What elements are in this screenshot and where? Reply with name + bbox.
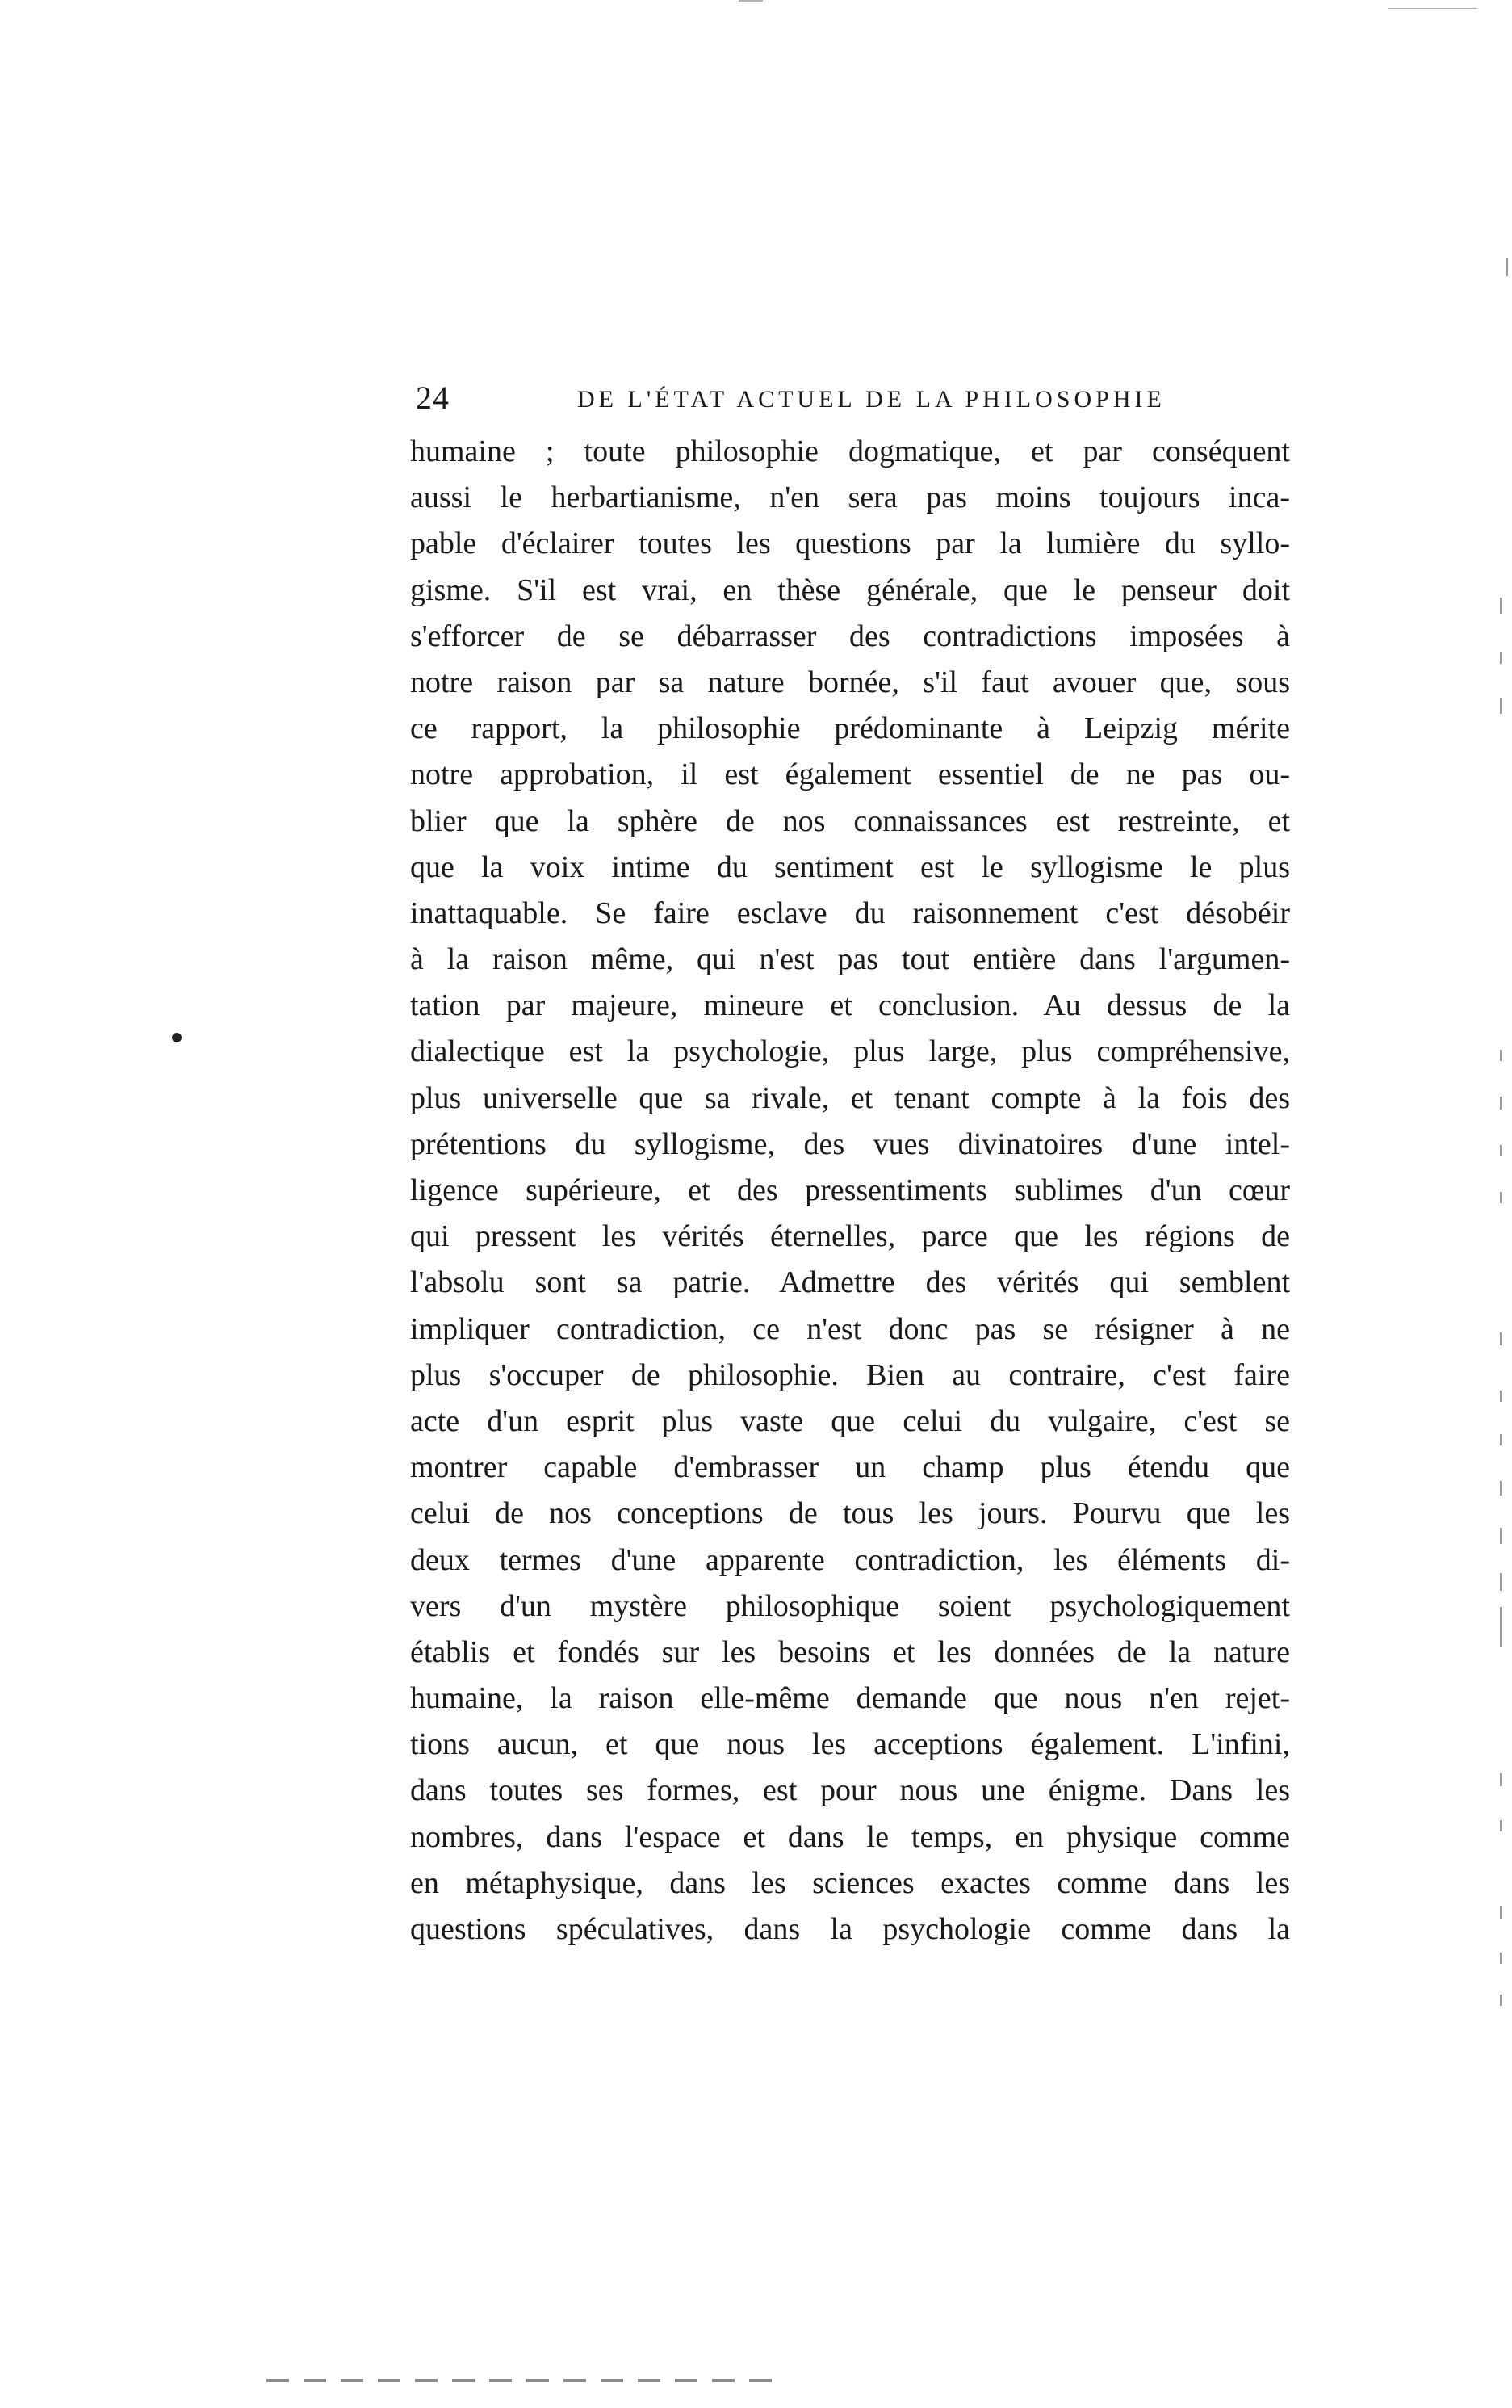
scan-mark-top xyxy=(739,0,763,2)
text-line: dans toutes ses formes, est pour nous une énigme. Dans les xyxy=(410,1773,1290,1808)
scan-artifact-bottom-rule xyxy=(266,2379,783,2382)
text-line: dialectique est la psychologie, plus large, plus compréhensive, xyxy=(410,1034,1290,1069)
text-line: notre raison par sa nature bornée, s'il faut avouer que, sous xyxy=(410,665,1290,699)
scan-artifact-tick xyxy=(1500,598,1502,614)
scan-artifact-tick xyxy=(1500,1332,1502,1345)
body-text xyxy=(410,429,1290,1953)
text-line: plus universelle que sa rivale, et tenant compte à la fois des xyxy=(410,1080,1290,1115)
text-line: montrer capable d'embrasser un champ plus étendu que xyxy=(410,1450,1290,1485)
text-line: celui de nos conceptions de tous les jours. Pourvu que les xyxy=(410,1496,1290,1531)
scan-artifact-tick xyxy=(1500,1391,1502,1402)
text-line: humaine ; toute philosophie dogmatique, et par conséquent xyxy=(410,434,1290,468)
scan-mark-top-right xyxy=(1388,8,1477,9)
scan-artifact-tick xyxy=(1500,1145,1502,1156)
text-line: établis et fondés sur les besoins et les données de la nature xyxy=(410,1634,1290,1669)
scan-artifact-tick xyxy=(1500,1097,1502,1110)
text-line: inattaquable. Se faire esclave du raisonnement c'est désobéir xyxy=(410,896,1290,930)
text-line: blier que la sphère de nos connaissances est restreinte, et xyxy=(410,803,1290,838)
running-title: DE L'ÉTAT ACTUEL DE LA PHILOSOPHIE xyxy=(577,386,1166,413)
scan-artifact-tick xyxy=(1500,1192,1502,1203)
text-line: tions aucun, et que nous les acceptions également. L'infini, xyxy=(410,1727,1290,1762)
text-line: pable d'éclairer toutes les questions par la lumière du syllo- xyxy=(410,526,1290,561)
scan-artifact-tick xyxy=(1500,698,1502,714)
scan-artifact-tick xyxy=(1500,652,1502,664)
text-line: ligence supérieure, et des pressentiments sublimes d'un cœur xyxy=(410,1173,1290,1207)
text-line: vers d'un mystère philosophique soient psychologiquement xyxy=(410,1588,1290,1623)
scan-artifact-tick xyxy=(1500,1953,1502,1964)
text-line: gisme. S'il est vrai, en thèse générale, que le penseur doit xyxy=(410,573,1290,607)
scan-artifact-tick xyxy=(1500,1434,1502,1445)
text-line: l'absolu sont sa patrie. Admettre des vérités qui semblent xyxy=(410,1265,1290,1300)
text-line: deux termes d'une apparente contradiction, les éléments di- xyxy=(410,1542,1290,1577)
text-line: qui pressent les vérités éternelles, parce que les régions de xyxy=(410,1219,1290,1254)
scan-artifact-tick xyxy=(1500,1481,1502,1496)
text-line: ce rapport, la philosophie prédominante à Leipzig mérite xyxy=(410,711,1290,746)
text-line: tation par majeure, mineure et conclusion. Au dessus de la xyxy=(410,988,1290,1023)
scan-artifact-tick xyxy=(1500,1050,1502,1061)
scan-artifact-tick xyxy=(1500,1906,1502,1919)
scan-artifact-tick xyxy=(1500,1773,1502,1786)
ink-speck xyxy=(170,1031,183,1044)
text-line: questions spéculatives, dans la psychologie comme dans la xyxy=(410,1912,1290,1946)
text-line: impliquer contradiction, ce n'est donc pas se résigner à ne xyxy=(410,1311,1290,1346)
page-header xyxy=(416,378,1304,418)
text-line: notre approbation, il est également essentiel de ne pas ou- xyxy=(410,757,1290,792)
scan-artifact-tick xyxy=(1500,1573,1502,1591)
scan-artifact-tick xyxy=(1506,258,1508,276)
text-line: à la raison même, qui n'est pas tout entière dans l'argumen- xyxy=(410,942,1290,977)
scan-artifact-tick xyxy=(1500,1528,1502,1544)
scan-artifact-tick xyxy=(1500,1607,1502,1647)
text-line: prétentions du syllogisme, des vues divinatoires d'une intel- xyxy=(410,1126,1290,1161)
text-line: nombres, dans l'espace et dans le temps, en physique comme xyxy=(410,1819,1290,1854)
text-line: acte d'un esprit plus vaste que celui du vulgaire, c'est se xyxy=(410,1403,1290,1438)
text-line: aussi le herbartianisme, n'en sera pas moins toujours inca- xyxy=(410,480,1290,515)
text-line: s'efforcer de se débarrasser des contradictions imposées à xyxy=(410,619,1290,653)
text-line: que la voix intime du sentiment est le syllogisme le plus xyxy=(410,850,1290,884)
text-line: humaine, la raison elle-même demande que nous n'en rejet- xyxy=(410,1681,1290,1716)
scan-artifact-tick xyxy=(1500,1995,1502,2006)
text-line: en métaphysique, dans les sciences exactes comme dans les xyxy=(410,1865,1290,1900)
scan-artifact-tick xyxy=(1500,1820,1502,1831)
page-number: 24 xyxy=(416,380,450,416)
text-line: plus s'occuper de philosophie. Bien au contraire, c'est faire xyxy=(410,1357,1290,1392)
